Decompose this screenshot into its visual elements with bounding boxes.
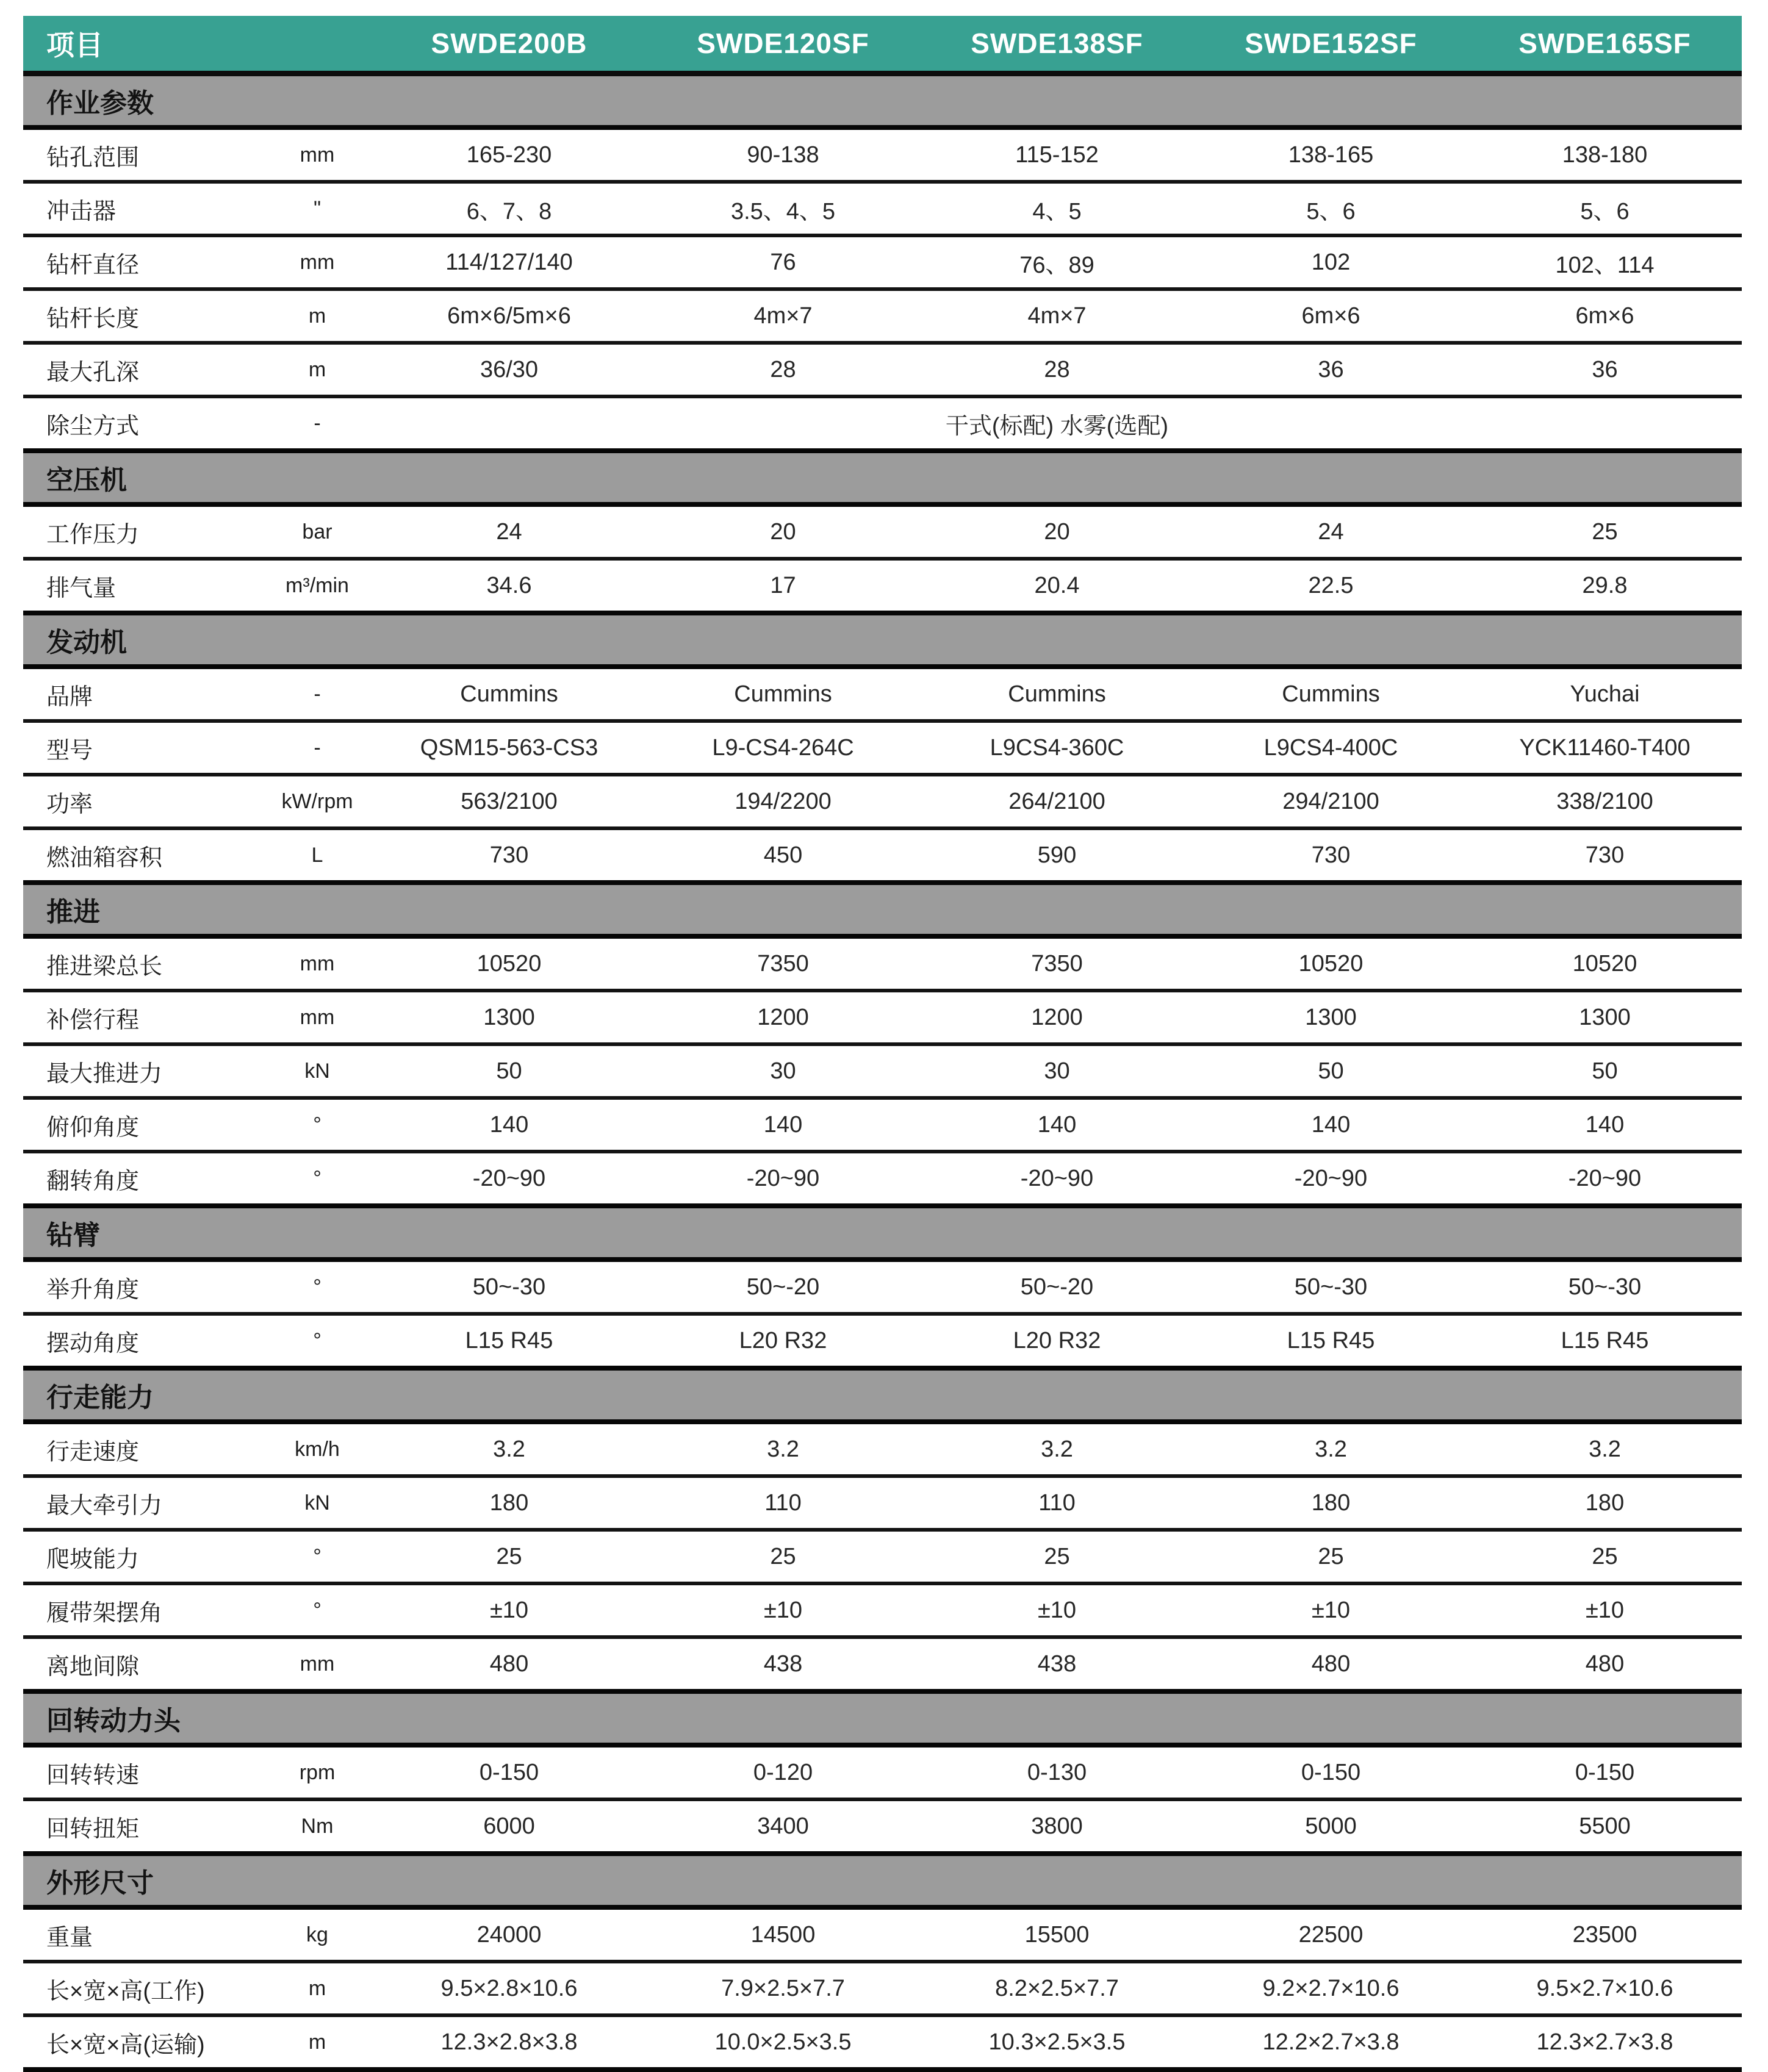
spec-value: L15 R45 bbox=[1468, 1314, 1742, 1368]
spec-value: 138-165 bbox=[1194, 127, 1468, 182]
spec-value: 9.5×2.7×10.6 bbox=[1468, 1962, 1742, 2015]
spec-value: 140 bbox=[920, 1098, 1194, 1152]
spec-value: L20 R32 bbox=[646, 1314, 920, 1368]
spec-unit: m bbox=[262, 1962, 372, 2015]
spec-unit: kN bbox=[262, 1476, 372, 1530]
spec-value: 563/2100 bbox=[372, 775, 646, 828]
spec-label: 钻杆长度 bbox=[23, 289, 262, 343]
spec-value: 20 bbox=[646, 504, 920, 559]
section-title: 外形尺寸 bbox=[23, 1854, 1742, 1907]
model-header-row bbox=[23, 16, 1742, 74]
spec-value: 90-138 bbox=[646, 127, 920, 182]
spec-value: 24 bbox=[372, 504, 646, 559]
spec-row bbox=[23, 1314, 1742, 1368]
spec-value: 50 bbox=[1194, 1044, 1468, 1098]
spec-value: -20~90 bbox=[646, 1152, 920, 1206]
spec-label: 履带架摆角 bbox=[23, 1583, 262, 1637]
spec-value: 12.3×2.8×3.8 bbox=[372, 2015, 646, 2070]
spec-value: 1300 bbox=[1468, 991, 1742, 1044]
spec-value: 50 bbox=[1468, 1044, 1742, 1098]
spec-value: 4、5 bbox=[920, 182, 1194, 235]
spec-unit: - bbox=[262, 667, 372, 721]
spec-value: 138-180 bbox=[1468, 127, 1742, 182]
spec-value: 1200 bbox=[646, 991, 920, 1044]
spec-value: 36/30 bbox=[372, 343, 646, 396]
spec-value: 17 bbox=[646, 559, 920, 613]
section-row bbox=[23, 74, 1742, 128]
spec-label: 工作压力 bbox=[23, 504, 262, 559]
spec-value: ±10 bbox=[1468, 1583, 1742, 1637]
spec-value: 20.4 bbox=[920, 559, 1194, 613]
spec-value: 25 bbox=[1468, 504, 1742, 559]
spec-value: 338/2100 bbox=[1468, 775, 1742, 828]
spec-value: 7350 bbox=[646, 936, 920, 991]
spec-value: -20~90 bbox=[920, 1152, 1194, 1206]
spec-value: 10520 bbox=[1194, 936, 1468, 991]
spec-label: 最大推进力 bbox=[23, 1044, 262, 1098]
spec-value: 0-150 bbox=[1194, 1745, 1468, 1799]
spec-value: 25 bbox=[1468, 1530, 1742, 1583]
spec-value: 12.2×2.7×3.8 bbox=[1194, 2015, 1468, 2070]
spec-value: 264/2100 bbox=[920, 775, 1194, 828]
spec-value: 25 bbox=[920, 1530, 1194, 1583]
spec-value: 10.3×2.5×3.5 bbox=[920, 2015, 1194, 2070]
spec-label: 燃油箱容积 bbox=[23, 828, 262, 883]
spec-value: 10520 bbox=[1468, 936, 1742, 991]
spec-label: 翻转角度 bbox=[23, 1152, 262, 1206]
section-title: 推进 bbox=[23, 883, 1742, 936]
spec-value-merged: 干式(标配) 水雾(选配) bbox=[372, 396, 1742, 451]
section-title: 发动机 bbox=[23, 613, 1742, 667]
spec-value: 9.2×2.7×10.6 bbox=[1194, 1962, 1468, 2015]
section-row bbox=[23, 883, 1742, 936]
spec-table bbox=[23, 16, 1742, 2072]
spec-row bbox=[23, 182, 1742, 235]
spec-unit: ° bbox=[262, 1314, 372, 1368]
spec-label: 钻杆直径 bbox=[23, 235, 262, 289]
spec-value: 29.8 bbox=[1468, 559, 1742, 613]
spec-label: 回转转速 bbox=[23, 1745, 262, 1799]
spec-unit: ° bbox=[262, 1530, 372, 1583]
spec-value: 50~-20 bbox=[646, 1260, 920, 1314]
spec-row bbox=[23, 828, 1742, 883]
section-row bbox=[23, 451, 1742, 504]
spec-value: 194/2200 bbox=[646, 775, 920, 828]
spec-value: 140 bbox=[372, 1098, 646, 1152]
spec-value: 5500 bbox=[1468, 1799, 1742, 1854]
spec-value: 0-120 bbox=[646, 1745, 920, 1799]
spec-value: 50~-20 bbox=[920, 1260, 1194, 1314]
spec-unit: - bbox=[262, 721, 372, 775]
spec-unit: m bbox=[262, 343, 372, 396]
spec-value: 10520 bbox=[372, 936, 646, 991]
spec-value: 480 bbox=[372, 1637, 646, 1691]
spec-value: 7.9×2.5×7.7 bbox=[646, 1962, 920, 2015]
spec-value: 20 bbox=[920, 504, 1194, 559]
spec-value: 3.2 bbox=[372, 1422, 646, 1476]
spec-unit: ° bbox=[262, 1152, 372, 1206]
spec-table-body bbox=[23, 74, 1742, 2070]
spec-row bbox=[23, 559, 1742, 613]
spec-value: Yuchai bbox=[1468, 667, 1742, 721]
spec-label: 最大牵引力 bbox=[23, 1476, 262, 1530]
spec-value: 3.2 bbox=[1468, 1422, 1742, 1476]
spec-row bbox=[23, 1962, 1742, 2015]
spec-value: 10.0×2.5×3.5 bbox=[646, 2015, 920, 2070]
spec-value: 50~-30 bbox=[1468, 1260, 1742, 1314]
spec-value: 14500 bbox=[646, 1907, 920, 1962]
spec-value: 3.2 bbox=[920, 1422, 1194, 1476]
spec-value: 3.2 bbox=[646, 1422, 920, 1476]
spec-value: 294/2100 bbox=[1194, 775, 1468, 828]
spec-value: L9CS4-360C bbox=[920, 721, 1194, 775]
spec-value: 50~-30 bbox=[1194, 1260, 1468, 1314]
spec-row bbox=[23, 2015, 1742, 2070]
spec-value: 590 bbox=[920, 828, 1194, 883]
model-header-swde120sf: SWDE120SF bbox=[646, 16, 920, 74]
spec-value: L9CS4-400C bbox=[1194, 721, 1468, 775]
spec-value: 36 bbox=[1194, 343, 1468, 396]
spec-value: 15500 bbox=[920, 1907, 1194, 1962]
spec-row bbox=[23, 1745, 1742, 1799]
spec-value: 25 bbox=[1194, 1530, 1468, 1583]
spec-unit: mm bbox=[262, 936, 372, 991]
spec-label: 行走速度 bbox=[23, 1422, 262, 1476]
spec-value: ±10 bbox=[372, 1583, 646, 1637]
section-row bbox=[23, 1854, 1742, 1907]
spec-value: 3400 bbox=[646, 1799, 920, 1854]
section-title: 作业参数 bbox=[23, 74, 1742, 128]
spec-value: 140 bbox=[1468, 1098, 1742, 1152]
spec-value: 114/127/140 bbox=[372, 235, 646, 289]
spec-unit: kN bbox=[262, 1044, 372, 1098]
spec-row bbox=[23, 1583, 1742, 1637]
spec-label: 品牌 bbox=[23, 667, 262, 721]
spec-value: 1300 bbox=[372, 991, 646, 1044]
spec-label: 除尘方式 bbox=[23, 396, 262, 451]
model-header-swde138sf: SWDE138SF bbox=[920, 16, 1194, 74]
spec-value: 110 bbox=[646, 1476, 920, 1530]
spec-value: 115-152 bbox=[920, 127, 1194, 182]
spec-unit: m bbox=[262, 2015, 372, 2070]
spec-label: 推进梁总长 bbox=[23, 936, 262, 991]
spec-value: 76、89 bbox=[920, 235, 1194, 289]
spec-unit: m bbox=[262, 289, 372, 343]
spec-unit: ° bbox=[262, 1260, 372, 1314]
spec-value: 3800 bbox=[920, 1799, 1194, 1854]
spec-value: 3.5、4、5 bbox=[646, 182, 920, 235]
spec-value: 180 bbox=[1194, 1476, 1468, 1530]
spec-value: 8.2×2.5×7.7 bbox=[920, 1962, 1194, 2015]
spec-value: -20~90 bbox=[372, 1152, 646, 1206]
spec-label: 最大孔深 bbox=[23, 343, 262, 396]
spec-value: ±10 bbox=[920, 1583, 1194, 1637]
section-title: 行走能力 bbox=[23, 1368, 1742, 1422]
spec-label: 长×宽×高(工作) bbox=[23, 1962, 262, 2015]
spec-value: 0-130 bbox=[920, 1745, 1194, 1799]
spec-row bbox=[23, 1152, 1742, 1206]
spec-value: 6m×6/5m×6 bbox=[372, 289, 646, 343]
spec-label: 型号 bbox=[23, 721, 262, 775]
spec-row bbox=[23, 775, 1742, 828]
spec-value: 6m×6 bbox=[1468, 289, 1742, 343]
spec-row bbox=[23, 127, 1742, 182]
spec-row bbox=[23, 1476, 1742, 1530]
spec-value: 438 bbox=[920, 1637, 1194, 1691]
spec-value: 730 bbox=[1468, 828, 1742, 883]
section-title: 回转动力头 bbox=[23, 1691, 1742, 1745]
spec-unit: mm bbox=[262, 127, 372, 182]
spec-label: 重量 bbox=[23, 1907, 262, 1962]
spec-value: 12.3×2.7×3.8 bbox=[1468, 2015, 1742, 2070]
spec-row bbox=[23, 343, 1742, 396]
spec-unit: " bbox=[262, 182, 372, 235]
spec-row bbox=[23, 936, 1742, 991]
spec-value: -20~90 bbox=[1194, 1152, 1468, 1206]
spec-row bbox=[23, 1044, 1742, 1098]
spec-value: ±10 bbox=[646, 1583, 920, 1637]
spec-value: 5、6 bbox=[1194, 182, 1468, 235]
spec-value: 25 bbox=[372, 1530, 646, 1583]
spec-value: 4m×7 bbox=[646, 289, 920, 343]
spec-value: 36 bbox=[1468, 343, 1742, 396]
spec-value: 140 bbox=[646, 1098, 920, 1152]
spec-value: 6、7、8 bbox=[372, 182, 646, 235]
spec-value: 23500 bbox=[1468, 1907, 1742, 1962]
spec-row bbox=[23, 1530, 1742, 1583]
spec-value: 1300 bbox=[1194, 991, 1468, 1044]
spec-unit: Nm bbox=[262, 1799, 372, 1854]
spec-row bbox=[23, 504, 1742, 559]
spec-value: 180 bbox=[1468, 1476, 1742, 1530]
spec-value: 165-230 bbox=[372, 127, 646, 182]
spec-label: 爬坡能力 bbox=[23, 1530, 262, 1583]
spec-value: 24 bbox=[1194, 504, 1468, 559]
spec-unit: ° bbox=[262, 1583, 372, 1637]
spec-value: 50 bbox=[372, 1044, 646, 1098]
spec-value: 22500 bbox=[1194, 1907, 1468, 1962]
spec-value: Cummins bbox=[1194, 667, 1468, 721]
spec-value: 3.2 bbox=[1194, 1422, 1468, 1476]
spec-unit: L bbox=[262, 828, 372, 883]
spec-value: 480 bbox=[1194, 1637, 1468, 1691]
spec-label: 冲击器 bbox=[23, 182, 262, 235]
spec-value: 6m×6 bbox=[1194, 289, 1468, 343]
spec-value: 24000 bbox=[372, 1907, 646, 1962]
spec-value: L9-CS4-264C bbox=[646, 721, 920, 775]
spec-value: 6000 bbox=[372, 1799, 646, 1854]
spec-value: 50~-30 bbox=[372, 1260, 646, 1314]
spec-value: 28 bbox=[646, 343, 920, 396]
section-row bbox=[23, 613, 1742, 667]
section-row bbox=[23, 1206, 1742, 1260]
section-row bbox=[23, 1368, 1742, 1422]
spec-value: 110 bbox=[920, 1476, 1194, 1530]
spec-value: Cummins bbox=[646, 667, 920, 721]
spec-value: L15 R45 bbox=[1194, 1314, 1468, 1368]
spec-row bbox=[23, 1637, 1742, 1691]
spec-label: 俯仰角度 bbox=[23, 1098, 262, 1152]
spec-value: 76 bbox=[646, 235, 920, 289]
spec-value: 25 bbox=[646, 1530, 920, 1583]
spec-unit: rpm bbox=[262, 1745, 372, 1799]
spec-value: 0-150 bbox=[372, 1745, 646, 1799]
model-header-swde165sf: SWDE165SF bbox=[1468, 16, 1742, 74]
spec-value: 438 bbox=[646, 1637, 920, 1691]
spec-unit: kW/rpm bbox=[262, 775, 372, 828]
spec-value: 730 bbox=[372, 828, 646, 883]
spec-value: Cummins bbox=[372, 667, 646, 721]
spec-unit: - bbox=[262, 396, 372, 451]
spec-row bbox=[23, 721, 1742, 775]
spec-label: 长×宽×高(运输) bbox=[23, 2015, 262, 2070]
spec-value: 0-150 bbox=[1468, 1745, 1742, 1799]
model-header-swde200b: SWDE200B bbox=[372, 16, 646, 74]
spec-row bbox=[23, 667, 1742, 721]
spec-unit: mm bbox=[262, 991, 372, 1044]
spec-label: 排气量 bbox=[23, 559, 262, 613]
spec-value: 102 bbox=[1194, 235, 1468, 289]
spec-row bbox=[23, 235, 1742, 289]
spec-row bbox=[23, 1098, 1742, 1152]
spec-label: 钻孔范围 bbox=[23, 127, 262, 182]
spec-value: 1200 bbox=[920, 991, 1194, 1044]
spec-row bbox=[23, 991, 1742, 1044]
spec-value: 22.5 bbox=[1194, 559, 1468, 613]
spec-value: 480 bbox=[1468, 1637, 1742, 1691]
spec-label: 补偿行程 bbox=[23, 991, 262, 1044]
model-header-swde152sf: SWDE152SF bbox=[1194, 16, 1468, 74]
spec-value: 7350 bbox=[920, 936, 1194, 991]
spec-value: L15 R45 bbox=[372, 1314, 646, 1368]
spec-value: 30 bbox=[646, 1044, 920, 1098]
section-title: 钻臂 bbox=[23, 1206, 1742, 1260]
spec-value: 5、6 bbox=[1468, 182, 1742, 235]
spec-row bbox=[23, 396, 1742, 451]
spec-row bbox=[23, 1799, 1742, 1854]
spec-value: 450 bbox=[646, 828, 920, 883]
spec-unit: km/h bbox=[262, 1422, 372, 1476]
spec-row bbox=[23, 1907, 1742, 1962]
spec-value: 102、114 bbox=[1468, 235, 1742, 289]
spec-value: 730 bbox=[1194, 828, 1468, 883]
spec-label: 摆动角度 bbox=[23, 1314, 262, 1368]
spec-unit: kg bbox=[262, 1907, 372, 1962]
spec-unit: ° bbox=[262, 1098, 372, 1152]
spec-row bbox=[23, 1260, 1742, 1314]
spec-value: Cummins bbox=[920, 667, 1194, 721]
spec-value: 34.6 bbox=[372, 559, 646, 613]
section-row bbox=[23, 1691, 1742, 1745]
spec-label: 回转扭矩 bbox=[23, 1799, 262, 1854]
spec-label: 离地间隙 bbox=[23, 1637, 262, 1691]
spec-value: QSM15-563-CS3 bbox=[372, 721, 646, 775]
spec-row bbox=[23, 1422, 1742, 1476]
item-column-header: 项目 bbox=[23, 16, 372, 74]
spec-unit: bar bbox=[262, 504, 372, 559]
spec-value: 180 bbox=[372, 1476, 646, 1530]
spec-unit: mm bbox=[262, 235, 372, 289]
spec-unit: mm bbox=[262, 1637, 372, 1691]
spec-row bbox=[23, 289, 1742, 343]
spec-label: 功率 bbox=[23, 775, 262, 828]
spec-value: -20~90 bbox=[1468, 1152, 1742, 1206]
spec-unit: m³/min bbox=[262, 559, 372, 613]
spec-value: YCK11460-T400 bbox=[1468, 721, 1742, 775]
spec-value: 9.5×2.8×10.6 bbox=[372, 1962, 646, 2015]
spec-value: 4m×7 bbox=[920, 289, 1194, 343]
spec-value: ±10 bbox=[1194, 1583, 1468, 1637]
spec-label: 举升角度 bbox=[23, 1260, 262, 1314]
spec-value: 5000 bbox=[1194, 1799, 1468, 1854]
spec-value: 28 bbox=[920, 343, 1194, 396]
spec-value: L20 R32 bbox=[920, 1314, 1194, 1368]
section-title: 空压机 bbox=[23, 451, 1742, 504]
spec-value: 30 bbox=[920, 1044, 1194, 1098]
spec-value: 140 bbox=[1194, 1098, 1468, 1152]
spec-table-header bbox=[23, 16, 1742, 74]
